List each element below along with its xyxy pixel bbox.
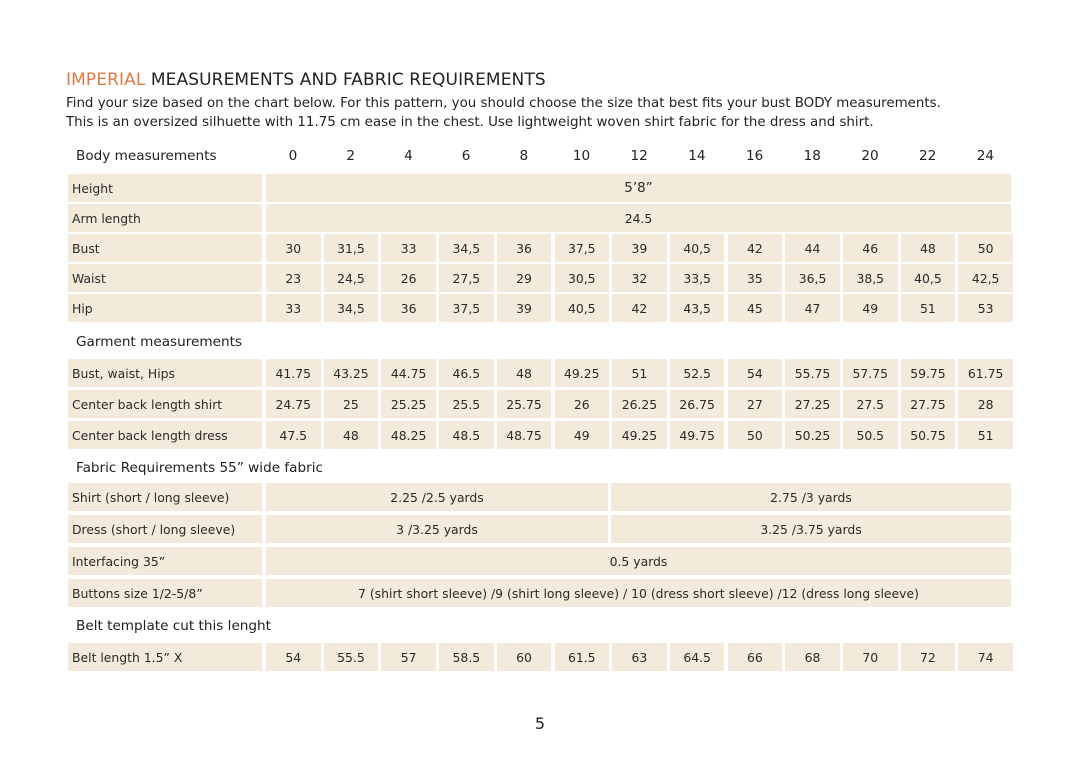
bust-waist-hips-row [68, 359, 1011, 387]
garment-measurements-heading: Garment measurements [76, 334, 243, 350]
value-cell: 57.75 [843, 359, 898, 387]
value-cell: 54 [266, 643, 321, 671]
title-accent: IMPERIAL [66, 70, 146, 90]
page-title [66, 70, 546, 90]
value-cell: 47.5 [266, 421, 321, 449]
interfacing-row [68, 547, 1011, 575]
value-cell: 37,5 [555, 234, 610, 262]
title-rest: MEASUREMENTS AND FABRIC REQUIREMENTS [145, 70, 546, 90]
value-cell: 61.75 [958, 359, 1013, 387]
buttons-label: Buttons size 1/2-5/8” [68, 579, 262, 607]
value-cell: 48 [901, 234, 956, 262]
height-value: 5’8” [266, 174, 1011, 202]
size-header-12: 24 [976, 148, 995, 164]
value-cell: 68 [785, 643, 840, 671]
belt-length-label: Belt length 1.5” X [68, 643, 262, 671]
shirt-fabric-label: Shirt (short / long sleeve) [68, 483, 262, 511]
value-cell: 44.75 [381, 359, 436, 387]
value-cell: 70 [843, 643, 898, 671]
fabric-requirements-heading: Fabric Requirements 55” wide fabric [76, 460, 323, 476]
bust-label: Bust [68, 234, 262, 262]
fabric-requirements-header [68, 454, 1011, 482]
page-number: 5 [534, 714, 546, 733]
buttons-row [68, 579, 1011, 607]
value-cell: 37,5 [439, 294, 494, 322]
value-cell: 48 [497, 359, 552, 387]
value-cell: 26 [381, 264, 436, 292]
center-back-length-dress-row [68, 421, 1011, 449]
hip-row [68, 294, 1011, 322]
dress-fabric-label: Dress (short / long sleeve) [68, 515, 262, 543]
value-cell: 39 [497, 294, 552, 322]
value-cell: 42 [612, 294, 667, 322]
value-cell: 36 [381, 294, 436, 322]
value-cell: 27.75 [901, 390, 956, 418]
value-cell: 40,5 [555, 294, 610, 322]
belt-template-heading: Belt template cut this lenght [76, 618, 271, 634]
size-header-10: 20 [861, 148, 879, 164]
buttons-value: 7 (shirt short sleeve) /9 (shirt long sleeve) / 10 (dress short sleeve) /12 (dress long sleeve) [266, 579, 1011, 607]
value-cell: 50.75 [901, 421, 956, 449]
value-cell: 40,5 [901, 264, 956, 292]
value-cell: 24,5 [324, 264, 379, 292]
value-cell: 55.5 [324, 643, 379, 671]
shirt-fabric-large-sizes: 2.75 /3 yards [611, 483, 1011, 511]
size-header-6: 12 [630, 148, 648, 164]
value-cell: 58.5 [439, 643, 494, 671]
value-cell: 40,5 [670, 234, 725, 262]
value-cell: 46.5 [439, 359, 494, 387]
value-cell: 38,5 [843, 264, 898, 292]
value-cell: 25 [324, 390, 379, 418]
value-cell: 36 [497, 234, 552, 262]
dress-fabric-small-sizes: 3 /3.25 yards [266, 515, 608, 543]
size-header-5: 10 [572, 148, 591, 164]
value-cell: 63 [612, 643, 667, 671]
value-cell: 43.25 [324, 359, 379, 387]
value-cell: 29 [497, 264, 552, 292]
value-cell: 26.75 [670, 390, 725, 418]
value-cell: 43,5 [670, 294, 725, 322]
value-cell: 33,5 [670, 264, 725, 292]
value-cell: 55.75 [785, 359, 840, 387]
size-header-8: 16 [745, 148, 764, 164]
value-cell: 47 [785, 294, 840, 322]
size-header-3: 6 [461, 148, 471, 164]
value-cell: 42 [728, 234, 783, 262]
value-cell: 25.75 [497, 390, 552, 418]
shirt-fabric-row [68, 483, 1011, 511]
value-cell: 42,5 [958, 264, 1013, 292]
size-header-11: 22 [919, 148, 937, 164]
value-cell: 27,5 [439, 264, 494, 292]
size-header-7: 14 [688, 148, 706, 164]
value-cell: 49.75 [670, 421, 725, 449]
value-cell: 35 [728, 264, 783, 292]
value-cell: 49 [843, 294, 898, 322]
value-cell: 45 [728, 294, 783, 322]
intro-line-2: This is an oversized silhuette with 11.75 cm ease in the chest. Use lightweight woven shirt fabric for the dress and shirt. [66, 115, 874, 130]
arm-length-value: 24.5 [266, 204, 1011, 232]
value-cell: 30 [266, 234, 321, 262]
value-cell: 60 [497, 643, 552, 671]
belt-template-header [68, 612, 1011, 640]
value-cell: 48 [324, 421, 379, 449]
size-header-1: 2 [346, 148, 356, 164]
bust-waist-hips-label: Bust, waist, Hips [68, 359, 262, 387]
value-cell: 49.25 [612, 421, 667, 449]
value-cell: 27 [728, 390, 783, 418]
size-header-9: 18 [803, 148, 821, 164]
value-cell: 24.75 [266, 390, 321, 418]
arm-length-row [68, 204, 1011, 232]
value-cell: 48.75 [497, 421, 552, 449]
value-cell: 61.5 [555, 643, 610, 671]
value-cell: 64.5 [670, 643, 725, 671]
value-cell: 32 [612, 264, 667, 292]
belt-length-row [68, 643, 1011, 671]
value-cell: 51 [612, 359, 667, 387]
value-cell: 59.75 [901, 359, 956, 387]
value-cell: 34,5 [439, 234, 494, 262]
value-cell: 33 [266, 294, 321, 322]
value-cell: 50 [958, 234, 1013, 262]
size-header-4: 8 [519, 148, 529, 164]
value-cell: 30,5 [555, 264, 610, 292]
value-cell: 51 [958, 421, 1013, 449]
value-cell: 27.25 [785, 390, 840, 418]
value-cell: 23 [266, 264, 321, 292]
interfacing-value: 0.5 yards [266, 547, 1011, 575]
value-cell: 51 [901, 294, 956, 322]
center-back-length-shirt-label: Center back length shirt [68, 390, 262, 418]
value-cell: 50 [728, 421, 783, 449]
waist-row [68, 264, 1011, 292]
value-cell: 31,5 [324, 234, 379, 262]
value-cell: 48.25 [381, 421, 436, 449]
hip-label: Hip [68, 294, 262, 322]
value-cell: 28 [958, 390, 1013, 418]
value-cell: 72 [901, 643, 956, 671]
height-row [68, 174, 1011, 202]
value-cell: 54 [728, 359, 783, 387]
value-cell: 49 [555, 421, 610, 449]
height-label: Height [68, 174, 262, 202]
value-cell: 27.5 [843, 390, 898, 418]
value-cell: 46 [843, 234, 898, 262]
value-cell: 52.5 [670, 359, 725, 387]
dress-fabric-large-sizes: 3.25 /3.75 yards [611, 515, 1011, 543]
bust-row [68, 234, 1011, 262]
garment-measurements-header [68, 328, 1011, 356]
size-header-2: 4 [404, 148, 413, 164]
dress-fabric-row [68, 515, 1011, 543]
value-cell: 26.25 [612, 390, 667, 418]
value-cell: 33 [381, 234, 436, 262]
body-measurements-header [68, 142, 1011, 170]
center-back-length-dress-label: Center back length dress [68, 421, 262, 449]
value-cell: 39 [612, 234, 667, 262]
value-cell: 44 [785, 234, 840, 262]
shirt-fabric-small-sizes: 2.25 /2.5 yards [266, 483, 608, 511]
value-cell: 34,5 [324, 294, 379, 322]
value-cell: 74 [958, 643, 1013, 671]
value-cell: 53 [958, 294, 1013, 322]
value-cell: 26 [555, 390, 610, 418]
value-cell: 50.5 [843, 421, 898, 449]
value-cell: 36,5 [785, 264, 840, 292]
value-cell: 57 [381, 643, 436, 671]
value-cell: 25.5 [439, 390, 494, 418]
center-back-length-shirt-row [68, 390, 1011, 418]
value-cell: 66 [728, 643, 783, 671]
intro-text [66, 94, 1026, 132]
value-cell: 25.25 [381, 390, 436, 418]
arm-length-label: Arm length [68, 204, 262, 232]
intro-line-1: Find your size based on the chart below. For this pattern, you should choose the size that best fits your bust BODY measurements. [66, 96, 941, 111]
value-cell: 41.75 [266, 359, 321, 387]
body-measurements-heading: Body measurements [76, 148, 217, 164]
interfacing-label: Interfacing 35” [68, 547, 262, 575]
waist-label: Waist [68, 264, 262, 292]
value-cell: 48.5 [439, 421, 494, 449]
value-cell: 50.25 [785, 421, 840, 449]
size-header-0: 0 [288, 148, 298, 164]
value-cell: 49.25 [555, 359, 610, 387]
